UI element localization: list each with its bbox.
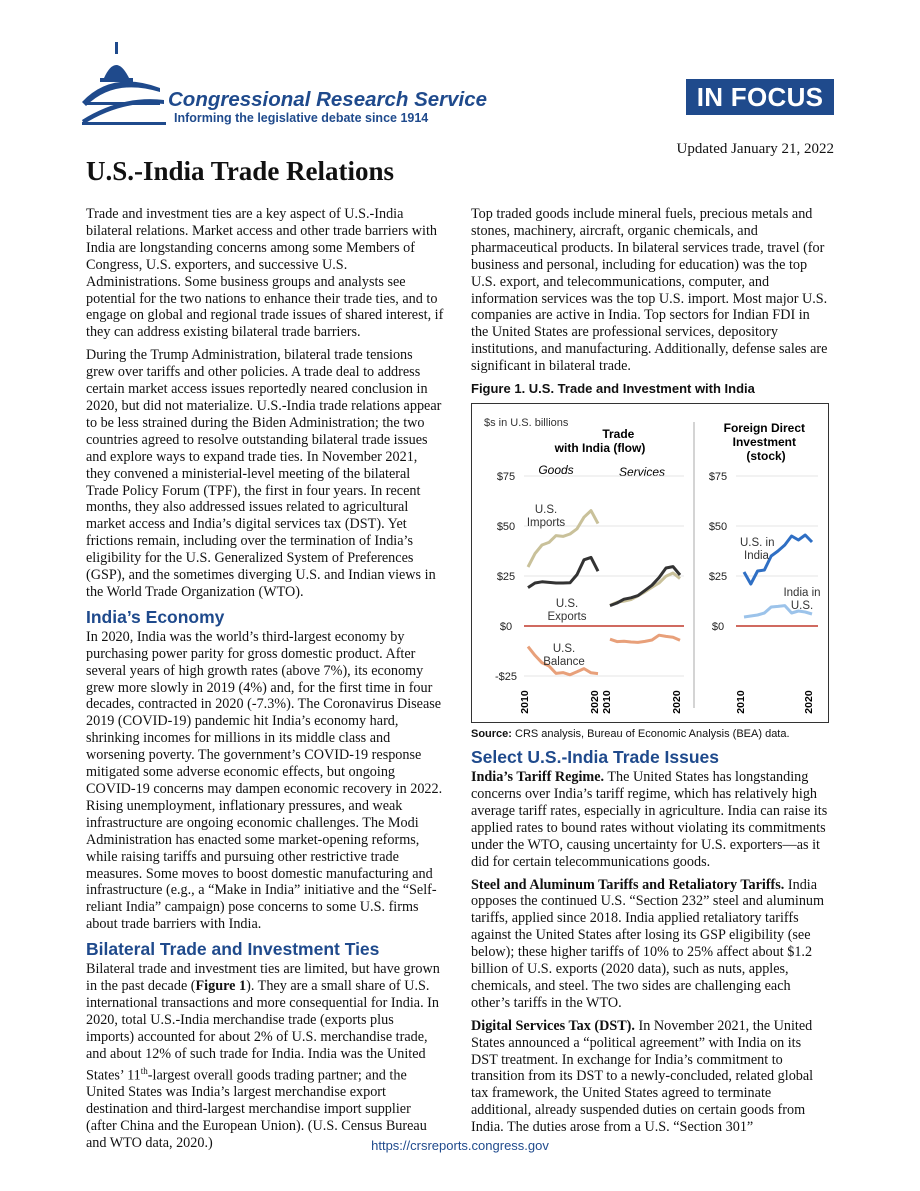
bilateral-paragraph [86,961,444,1152]
steel-aluminum-text: India opposes the continued U.S. “Section 232” steel and aluminum tariffs, applied since 2018. India applied retaliatory tariffs against the United States after losing its GSP eligibility (see below); these higher tariffs of 10% to 25% affect about $1.2 billion of U.S. exports (2020 data), such as nuts, apples, chemicals, and steel. The two sides are challenging each other’s tariffs in the WTO. [471,876,825,1011]
fdi-panel-title [724,421,809,463]
fdi-panel-title-line2: Investment [732,435,797,450]
economy-heading: India’s Economy [86,606,225,627]
figure-1-box [471,403,829,723]
source-text: CRS analysis, Bureau of Economic Analysis (BEA) data. [511,728,790,741]
y-tick-label-fdi: $75 [708,471,728,484]
us-balance-services-line [610,635,680,642]
x-tick-label: 2020 [589,690,601,714]
dst-paragraph [471,1018,829,1136]
bilateral-text-c: -largest overall goods trading partner; and the United States was India’s largest merchandise export destination and third-largest merchandise import supplier (after China and the European Union). (U.S. Census Bureau and WTO data, 2020.) [86,1067,427,1151]
us-exports-goods-line [528,557,598,587]
goods-panel-label: Goods [538,463,574,478]
tariff-regime-paragraph [471,769,829,870]
steel-aluminum-title: Steel and Aluminum Tariffs and Retaliatory Tariffs. [471,876,785,893]
x-ticks [519,690,815,714]
y-tick-label-trade: $0 [499,621,513,634]
figure-reference: Figure 1 [195,978,247,995]
label-us-in-india-l1: U.S. in [740,537,775,550]
bilateral-text-b: ). They are a small share of U.S. international transactions and more consequential for India. In 2020, total U.S.-India merchandise trade (exports plus imports) accounted for about 2% of U.S. merchandise trade, and about 12% of such trade for India. India was the United States’ 11 [86,978,439,1084]
label-us-exports [548,598,587,623]
label-us-balance-l1: U.S. [552,643,576,656]
ordinal-suffix: th [140,1065,148,1076]
tariff-regime-title: India’s Tariff Regime. [471,769,605,786]
trade-investment-chart [472,404,828,722]
y-tick-label-fdi: $50 [708,521,728,534]
dst-title: Digital Services Tax (DST). [471,1017,635,1034]
fdi-panel-title-line1: Foreign Direct [723,421,806,436]
label-us-in-india-l2: India [744,550,769,563]
label-us-imports [527,504,566,529]
footer-url-link[interactable]: https://crsreports.congress.gov [371,1138,549,1153]
trade-panel-title [554,427,646,455]
x-tick-label: 2010 [519,690,531,714]
bilateral-text-a: Bilateral trade and investment ties are limited, but have grown in the past decade ( [86,961,440,995]
fdi-panel-title-line3: (stock) [746,449,786,464]
y-tick-label-fdi: $25 [708,571,728,584]
in-focus-badge: IN FOCUS [686,79,834,115]
x-tick-label: 2020 [803,690,815,714]
label-us-exports-l2: Exports [547,611,587,624]
dst-text: In November 2021, the United States announced a “political agreement” with India on its DST treatment. In exchange for India’s commitment to transition from its DST to a newly-concluded, related global tax framework, the United States agreed to terminate additional, already suspended duties on certain goods from India. The duties arose from a U.S. “Section 301” [471,1017,814,1136]
x-tick-label: 2010 [735,690,747,714]
crs-org-name: Congressional Research Service [168,88,488,111]
trade-panel-title-line2: with India (flow) [554,441,646,456]
left-column [86,206,444,1158]
trade-panel-title-line1: Trade [602,427,635,442]
trump-biden-paragraph: During the Trump Administration, bilateral trade tensions grew over tariffs and other policies. A trade deal to address certain market access issues reportedly neared conclusion in 2020, but did not materialize. U.S.-India trade relations appear to be less strained during the Biden Administration; the two countries agreed to resolve outstanding bilateral trade issues and explore ways to expand trade ties. In November 2021, they convened a ministerial-level meeting of the bilateral Trade Policy Forum (TPF), the first in four years. In recent months, they also addressed issues related to agricultural market access and India’s digital services tax (DST). Yet frictions remain, including over the termination of India’s eligibility for the U.S. Generalized System of Preferences (GSP), and the sometimes diverging U.S. and Indian views in the World Trade Organization (WTO). [86,347,442,600]
y-tick-label-trade: $25 [496,571,516,584]
label-india-in-us-l1: India in [783,587,821,600]
figure-source [471,727,829,741]
x-tick-label: 2010 [601,690,613,714]
label-us-exports-l1: U.S. [555,598,579,611]
economy-paragraph: In 2020, India was the world’s third-largest economy by purchasing power parity for gross domestic product. After several years of high growth rates (above 7%), its economy grew more slowly in 2019 (4%) and, for the first time in four decades, contracted in 2020 (-7.3%). The Coronavirus Disease 2019 (COVID-19) pandemic hit India’s economy hard, shrinking incomes for millions in its middle class and worsening poverty. The government’s COVID-19 response mitigated some adverse economic effects, but ongoing COVID-19 concerns may dampen economic recovery in 2022. Rising unemployment, inflationary pressures, and weak infrastructure are ongoing economic challenges. The Modi Administration has enacted some market-opening reforms, while raising tariffs and pursuing other restrictive trade measures. Some moves to boost domestic manufacturing and infrastructure (e.g., a “Make in India” initiative and the “Self-reliant India” campaign) pose concerns to some U.S. firms about trade barriers with India. [86,628,443,933]
label-us-balance-l2: Balance [543,656,585,669]
y-ticks-trade [495,471,684,683]
chart-ylabel: $s in U.S. billions [484,417,569,430]
tariff-regime-text: The United States has longstanding concerns over India’s tariff regime, which has relatively high average tariff rates, especially in agriculture. India can raise its applied rates to bound rates without violating its commitments under the WTO, causing uncertainty for U.S. exporters—as it did for certain telecommunications goods. [471,769,828,870]
issues-heading: Select U.S.-India Trade Issues [471,747,720,768]
y-tick-label-fdi: $0 [711,621,725,634]
label-india-in-us-l2: U.S. [790,600,814,613]
bilateral-heading: Bilateral Trade and Investment Ties [86,939,380,960]
page-title: U.S.-India Trade Relations [86,156,395,186]
services-panel-label: Services [618,465,666,480]
source-label: Source: [471,728,512,741]
steel-aluminum-paragraph [471,877,829,1012]
capitol-dome-icon [82,42,166,125]
label-us-balance [543,643,585,668]
crs-tagline: Informing the legislative debate since 1914 [174,111,429,125]
label-us-imports-l2: Imports [526,517,566,530]
updated-date: Updated January 21, 2022 [676,141,834,157]
right-column [471,206,829,1142]
us-exports-services-line [610,567,680,606]
label-us-imports-l1: U.S. [534,504,558,517]
goods-paragraph: Top traded goods include mineral fuels, precious metals and stones, machinery, aircraft, organic chemicals, and pharmaceutical products. In bilateral services trade, travel (for business and personal, including for education) was the top U.S. export, and telecommunications, computer, and information services was the top U.S. import. Most major U.S. companies are active in India. Top sectors for Indian FDI in the United States are professional services, depository institutions, and manufacturing. Additionally, defense sales are significant in bilateral trade. [471,206,828,375]
intro-paragraph: Trade and investment ties are a key aspect of U.S.-India bilateral relations. Market access and other trade barriers with India are longstanding concerns among some Members of Congress, U.S. exporters, and successive U.S. Administrations. Some business groups and analysts see potential for the two nations to enhance their trade ties, and to engage on global and regional trade issues of shared interest, if they can address existing bilateral trade barriers. [86,206,444,341]
x-tick-label: 2020 [671,690,683,714]
y-tick-label-trade: -$25 [494,671,518,684]
crs-logo [82,40,502,130]
y-tick-label-trade: $75 [496,471,516,484]
figure-caption: Figure 1. U.S. Trade and Investment with India [471,381,755,397]
y-tick-label-trade: $50 [496,521,516,534]
